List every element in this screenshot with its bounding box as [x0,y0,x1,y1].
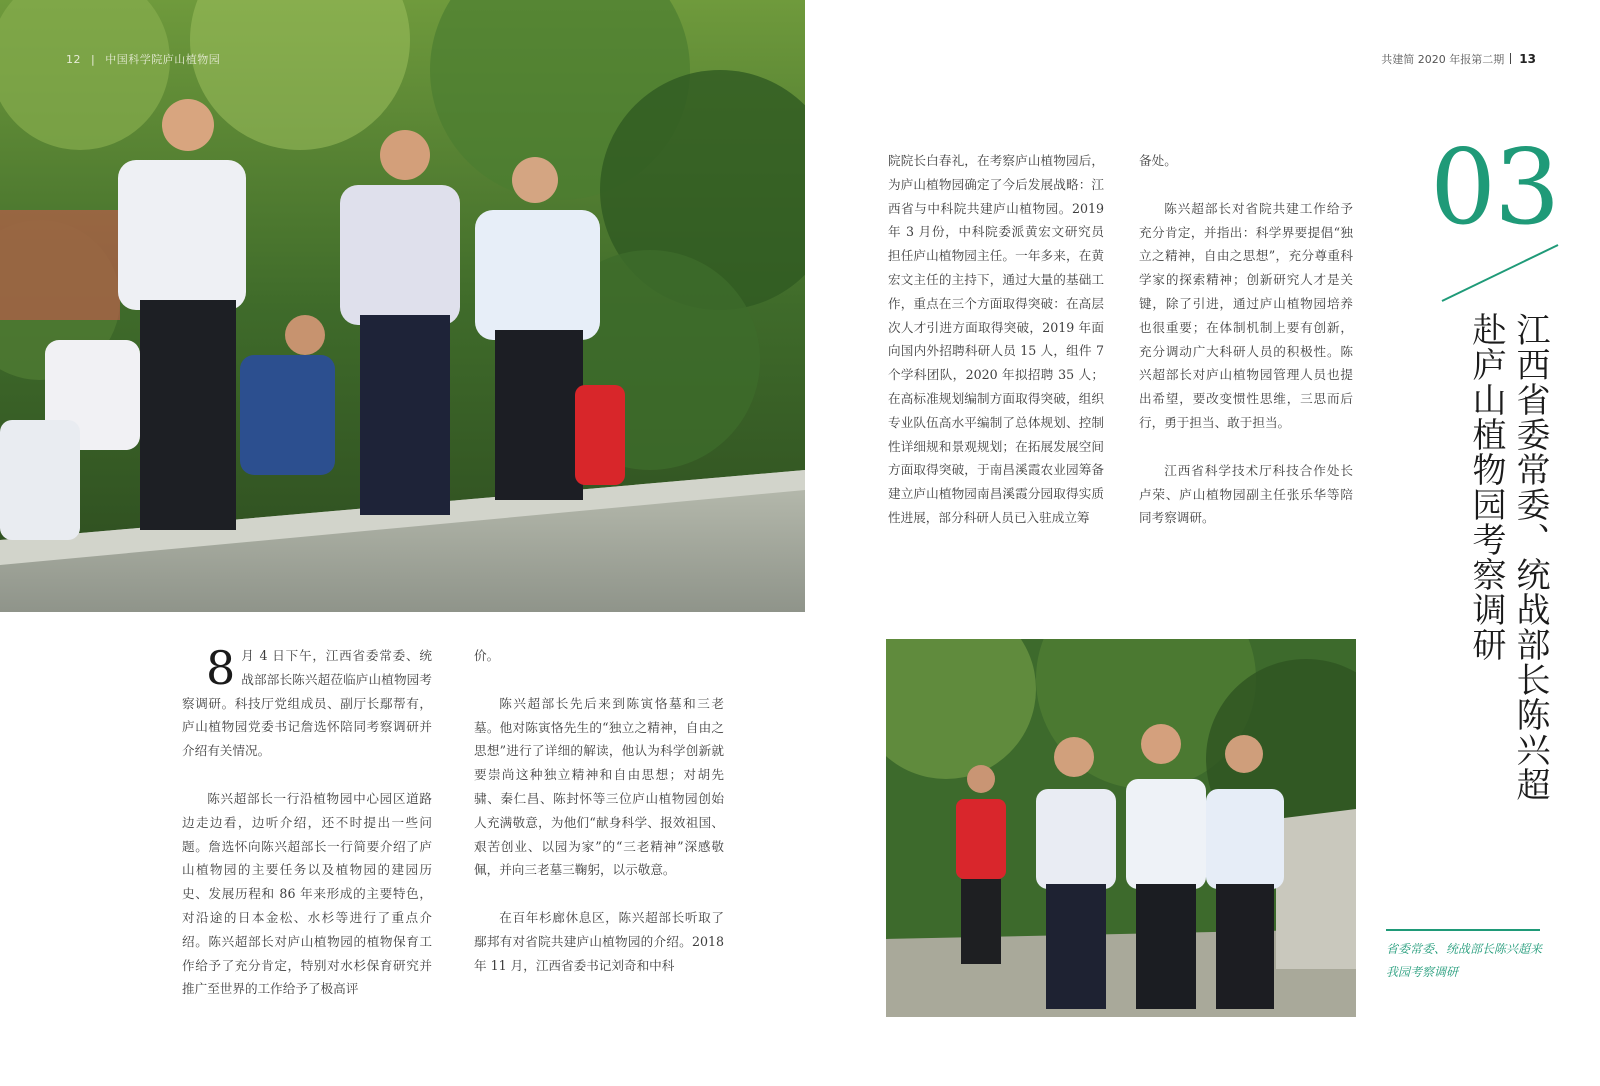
photo-leaders-talking [886,639,1356,1017]
header-divider: | [91,53,96,66]
left-page-header [66,51,220,67]
text-column-1 [182,641,432,1025]
photo-caption: 省委常委、统战部长陈兴超来我园考察调研 [1386,942,1543,979]
paragraph: 陈兴超部长先后来到陈寅恪墓和三老墓。他对陈寅恪先生的“独立之精神，自由之思想”进行了详细的解读，他认为科学创新就要崇尚这种独立精神和自由思想；对胡先骕、秦仁昌、陈封怀等三位庐山植物园创始人充满敬意，为他们“献身科学、报效祖国、艰苦创业、以园为家”的“三老精神”深感敬佩，并向三老墓三鞠躬，以示敬意。 [474,695,724,878]
paragraph: 在百年杉廊休息区，陈兴超部长听取了鄢邦有对省院共建庐山植物园的介绍。2018 年 11 月，江西省委书记刘奇和中科 [474,910,724,973]
photo-group-walking-scene [0,0,805,612]
paragraph: 陈兴超部长对省院共建工作给予充分肯定，并指出：科学界要提倡“独立之精神，自由之思想”，充分尊重科学家的探索精神；创新研究人才是关键，除了引进，通过庐山植物园培养也很重要；在体制机制上要有创新，充分调动广大科研人员的积极性。陈兴超部长对庐山植物园管理人员也提出希望，要改变惯性思维，三思而后行，勇于担当、敢于担当。 [1139,200,1353,430]
section-number: 03 [1430,126,1559,248]
text-column-4 [1139,149,1353,554]
right-page-number: 13 [1519,52,1536,66]
left-publication-name: 中国科学院庐山植物园 [105,53,221,66]
caption-rule [1386,929,1540,931]
article-title-line-2: 赴庐山植物园考察调研 [1466,312,1506,662]
lead-text: 月 4 日下午，江西省委常委、统战部部长陈兴超莅临庐山植物园考察调研。科技厅党组成员、副厅长鄢帮有，庐山植物园党委书记詹选怀陪同考察调研并介绍有关情况。 [182,648,432,759]
paragraph: 院院长白春礼，在考察庐山植物园后，为庐山植物园确定了今后发展战略：江西省与中科院共建庐山植物园。2019 年 3 月份，中科院委派黄宏文研究员担任庐山植物园主任。一年多来，在黄宏文主任的主持下，通过大量的基础工作，重点在三个方面取得突破：在高层次人才引进方面取得突破，2019 年面向国内外招聘科研人员 15 人，组件 7 个学科团队，2020 年拟招聘 35 人；在高标准规划编制方面取得突破，组织专业队伍高水平编制了总体规划、控制性详细规和景观规划；在拓展发展空间方面取得突破，于南昌溪霞农业园筹备建立庐山植物园南昌溪霞分园取得实质性进展，部分科研人员已入驻成立筹 [888,153,1104,525]
photo-group-walking [0,0,805,612]
photo-leaders-talking-scene [886,639,1356,1017]
article-title-line-1: 江西省委常委、统战部长陈兴超 [1510,312,1550,802]
paragraph: 陈兴超部长一行沿植物园中心园区道路边走边看，边听介绍，还不时提出一些问题。詹选怀向陈兴超部长一行简要介绍了庐山植物园的主要任务以及植物园的建园历史、发展历程和 86 年来形成的主要特色，对沿途的日本金松、水杉等进行了重点介绍。陈兴超部长对庐山植物园的植物保育工作给予了充分肯定，特别对水杉保育研究并推广至世界的工作给予了极高评 [182,790,432,997]
paragraph: 价。 [474,648,500,663]
header-divider [1510,53,1511,64]
right-publication-name: 共建简 2020 年报第二期 [1381,53,1505,66]
paragraph: 江西省科学技术厅科技合作处长卢荣、庐山植物园副主任张乐华等陪同考察调研。 [1139,462,1353,526]
text-column-3 [888,149,1104,554]
title-slash-divider [1440,243,1560,303]
paragraph: 备处。 [1139,153,1177,168]
text-column-2 [474,644,724,1002]
right-page-header [1381,51,1536,67]
lead-paragraph [182,641,432,763]
drop-cap: 8 [206,641,236,695]
left-page-number: 12 [66,53,81,66]
